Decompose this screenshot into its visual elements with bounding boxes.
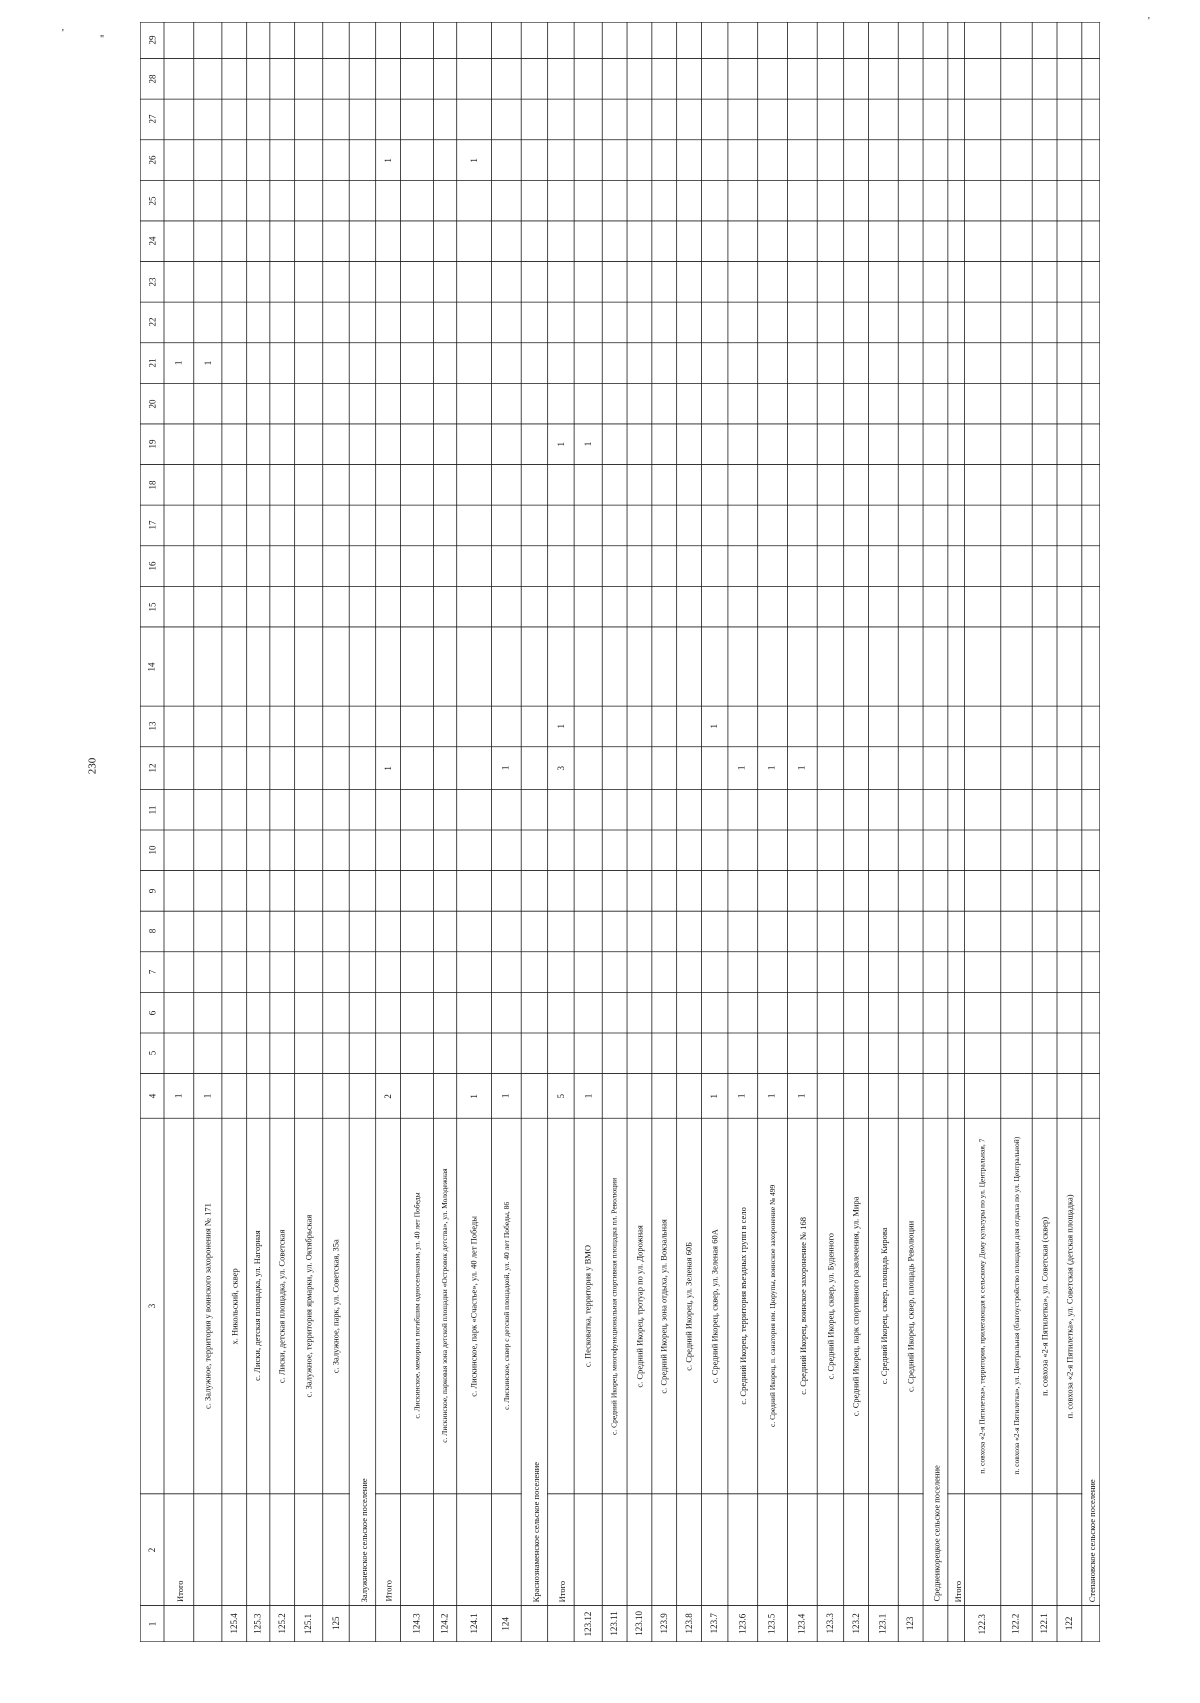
page-number: 230 [86,757,99,775]
mark-value: 1 [173,360,184,366]
column-number: 5 [146,1051,157,1056]
column-number: 25 [146,196,157,206]
column-number: 17 [146,520,157,530]
object-address: с. Средний Икорец, п. санатория им. Цюрупы, воинское захоронение № 499 [767,1184,777,1428]
column-number: 1 [146,1621,157,1626]
row-number: 124 [500,1616,511,1631]
section-heading: Среднеикорецкое сельское поселение [931,1465,942,1602]
object-address: с. Лиски, детская площадка, ул. Нагорная [253,1230,264,1382]
mark-value: 1 [382,765,393,771]
column-number: 3 [146,1303,157,1309]
object-address: с. Песковатка, территория у ВМО [582,1244,593,1368]
row-number: 123.8 [683,1613,694,1634]
mark-value: 1 [796,765,807,771]
row-number: 125 [330,1616,341,1631]
mark-value: 1 [468,157,479,163]
mark-value: 1 [767,1093,778,1099]
mark-value: 1 [582,1093,593,1099]
object-address: х. Никольский, сквер [229,1267,240,1345]
mark-value: 1 [500,765,511,771]
row-number: 123.1 [877,1613,888,1634]
row-number: 125.3 [252,1613,263,1634]
column-number: 27 [146,114,157,124]
column-number: 28 [146,74,157,84]
object-address: п. совхоза «2-я Пятилетка», ул. Центральная (благоустройство площадки для отдыха по ул. Центральной) [1011,1137,1021,1475]
column-number: 19 [146,439,157,449]
scan-speck: ' [62,28,64,39]
object-address: с. Залужное, территория ярмарки, ул. Октябрьская [303,1214,314,1398]
row-number: 123 [905,1616,916,1631]
column-number: 9 [146,888,157,894]
row-number: 125.4 [228,1613,239,1634]
row-number: 122.2 [1010,1613,1021,1634]
row-number: 124.3 [411,1613,422,1634]
mark-value: 2 [382,1093,393,1099]
row-number: 123.11 [609,1611,620,1636]
mark-value: 1 [555,441,566,447]
mark-value: 1 [555,724,566,729]
scan-speck: " [100,34,105,45]
mark-value: 3 [555,765,566,771]
mark-value: 1 [582,441,593,447]
column-number: 13 [146,721,157,731]
object-address: с. Средний Икорец, территория въездных групп в село [737,1207,748,1405]
object-address: с. Средний Икорец, сквер, площадь Кирова [878,1227,889,1385]
mark-value: 1 [202,360,213,366]
row-number: 123.4 [796,1613,807,1634]
row-number: 122.3 [977,1613,988,1634]
section-heading: Итого [384,1580,395,1602]
object-address: с. Средний Икорец, воинское захоронение № 168 [797,1217,808,1395]
mark-value: 1 [173,1093,184,1099]
mark-value: 1 [796,1093,807,1099]
object-address: с. Средний Икорец, парк спортивного развлечения, ул. Мира [850,1196,861,1416]
column-number: 12 [146,763,157,773]
section-heading: Залужненское сельское поселение [358,1477,369,1602]
row-number: 125.2 [276,1613,287,1634]
column-number: 11 [146,805,157,814]
row-number: 123.2 [850,1613,861,1634]
mark-value: 1 [737,1093,748,1099]
column-number: 14 [146,662,157,672]
mark-value: 1 [737,765,748,771]
column-number: 20 [146,399,157,409]
column-number: 24 [146,236,157,246]
row-number: 123.9 [658,1613,669,1634]
row-number: 123.10 [633,1611,644,1637]
object-address: с. Средний Икорец, сквер, ул. Зеленая 60А [709,1228,720,1384]
row-number: 122.1 [1039,1613,1050,1634]
section-heading: Итого [175,1580,186,1602]
mark-value: 1 [709,1093,720,1099]
rotated-table [140,22,1100,1642]
section-heading: Краснознаменское сельское поселение [530,1461,541,1602]
object-address: с. Средний Икорец, зона отдыха, ул. Вокзальная [658,1218,669,1394]
object-address: с. Залужное, территория у воинского захоронения № 171 [202,1203,213,1409]
row-number: 123.3 [824,1613,835,1634]
object-address: с. Средний Икорец, ул. Зеленая 60Б [683,1241,694,1371]
object-address: с. Лиски, детская площадка, ул. Советская [276,1229,287,1383]
column-number: 23 [146,277,157,287]
object-address: с. Лискинское, парк «Счастье», ул. 40 лет Победы [468,1215,479,1397]
column-number: 8 [146,929,157,934]
row-number: 123.7 [709,1613,720,1634]
mark-value: 1 [767,765,778,771]
column-number: 29 [146,35,157,45]
object-address: п. совхоза «2-я Пятилетка», ул. Советская (детская площадка) [1064,1194,1075,1419]
column-number: 2 [146,1547,157,1552]
row-number: 124.2 [439,1613,450,1634]
object-address: с. Лискинское, парковая зона детской площадки «Островок детства», ул. Молодежная [440,1168,450,1444]
row-number: 125.1 [303,1613,314,1634]
row-number: 123.5 [767,1613,778,1634]
column-number: 15 [146,602,157,612]
row-number: 123.6 [737,1613,748,1634]
object-address: с. Средний Икорец, сквер, ул. Буденного [825,1232,836,1380]
column-number: 26 [146,155,157,165]
row-number: 122 [1063,1616,1074,1631]
scan-speck: ' [1148,16,1150,27]
section-heading: Итого [557,1580,568,1602]
object-address: с. Средний Икорец, многофункциональная спортивная площадка пл. Революции [609,1177,619,1435]
row-number: 123.12 [582,1611,593,1637]
section-heading: Степановское сельское поселение [1087,1479,1098,1602]
mark-value: 1 [382,157,393,163]
column-number: 6 [146,1010,157,1015]
mark-value: 1 [468,1093,479,1099]
mark-value: 5 [555,1093,566,1099]
object-address: с. Лискинское, мемориал погибшим односельчанам, ул. 40 лет Победы [412,1192,422,1420]
object-address: п. совхоза «2-я Пятилетка», ул. Советская (сквер) [1039,1216,1050,1396]
column-number: 18 [146,480,157,490]
row-number: 124.1 [468,1613,479,1634]
column-number: 22 [146,317,157,327]
column-number: 16 [146,561,157,571]
object-address: с. Средний Икорец, сквер, площадь Революции [905,1220,916,1392]
mark-value: 1 [709,724,720,729]
mark-value: 1 [202,1093,213,1099]
column-number: 21 [146,358,157,368]
object-address: с. Лискинское, сквер с детской площадкой, ул. 40 лет Победы, 86 [501,1202,511,1411]
mark-value: 1 [500,1093,511,1099]
section-heading: Итого [952,1580,963,1602]
object-address: с. Средний Икорец, тротуар по ул. Дорожная [634,1224,645,1388]
column-number: 7 [146,969,157,975]
object-address: п. совхоза «2-я Пятилетка», территория, прилегающая к сельскому Дому культуры по ул. Центральная, 7 [977,1138,987,1474]
object-address: с. Залужное, парк, ул. Советская, 35а [330,1238,341,1374]
column-number: 4 [146,1093,157,1099]
column-number: 10 [146,845,157,855]
